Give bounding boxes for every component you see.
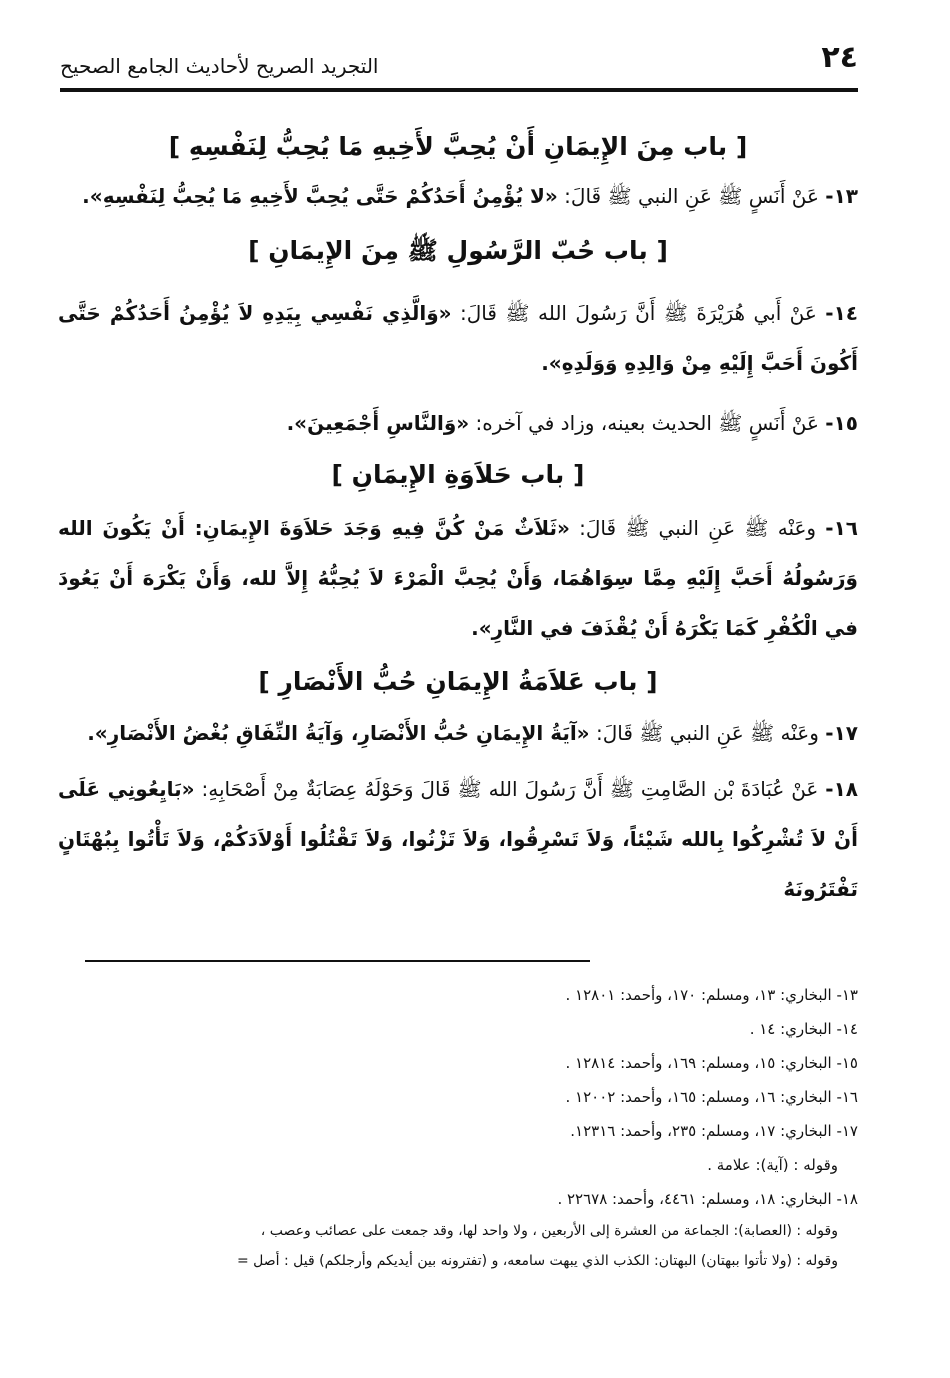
hadith-13 (58, 171, 858, 221)
hadith-text: «ثَلاَثٌ مَنْ كُنَّ فِيهِ وَجَدَ حَلاَوَةَ الإِيمَانِ: أَنْ يَكُونَ الله وَرَسُولُهُ أَحَبَّ إِلَيْهِ مِمَّا سِوَاهُمَا، وَأَنْ يُحِبَّ الْمَرْءَ لاَ يُحِبُّهُ إِلاَّ لله، وَأَنْ يَكْرَهَ أَنْ يَعُودَ في الْكُفْرِ كَمَا يَكْرَهُ أَنْ يُقْذَفَ في النَّارِ». (58, 516, 858, 640)
hadith-text: «وَالنَّاسِ أَجْمَعِينَ». (286, 411, 470, 435)
hadith-text: «آيَةُ الإِيمَانِ حُبُّ الأَنْصَارِ، وَآيَةُ النِّفَاقِ بُغْضُ الأَنْصَارِ». (87, 721, 590, 745)
footnote-divider (85, 960, 590, 962)
hadith-narrator: عَنْ عُبَادَةَ بْن الصَّامِتِ ﷺ أَنَّ رَسُولَ الله ﷺ قَالَ وَحَوْلَهُ عِصَابَةٌ مِنْ أَصْحَابِهِ: (194, 777, 826, 801)
hadith-narrator: عَنْ أَنَسٍ ﷺ عَنِ النبي ﷺ قَالَ: (557, 184, 826, 208)
hadith-number: ١٨- (825, 777, 859, 801)
footnote: ١٧- البخاري: ١٧، ومسلم: ٢٣٥، وأحمد: ١٢٣١٦. (570, 1122, 858, 1140)
hadith-narrator: وعَنْه ﷺ عَنِ النبي ﷺ قَالَ: (569, 516, 826, 540)
hadith-14 (58, 288, 858, 388)
main-text (58, 132, 858, 914)
footnote: ١٨- البخاري: ١٨، ومسلم: ٤٤٦١، وأحمد: ٢٢٦٧٨ . (557, 1190, 858, 1208)
hadith-text: «بَايِعُونِي عَلَى أَنْ لاَ تُشْرِكُوا بِالله شَيْئاً، وَلاَ تَسْرِقُوا، وَلاَ تَزْنُوا، وَلاَ تَقْتُلُوا أَوْلاَدَكُمْ، وَلاَ تَأْتُوا بِبُهْتَانٍ تَفْتَرُونَهُ (58, 777, 858, 901)
footnote-gloss: وقوله : (ولا تأتوا ببهتان) البهتان: الكذب الذي يبهت سامعه، و (تفترونه بين أيديكم وأرجلكم) قيل : أصل = (237, 1253, 838, 1269)
hadith-text: «وَالَّذِي نَفْسِي بِيَدِهِ لاَ يُؤْمِنُ أَحَدُكُمْ حَتَّى أَكُونَ أَحَبَّ إِلَيْهِ مِنْ وَالِدِهِ وَوَلَدِهِ». (58, 301, 858, 375)
hadith-number: ١٧- (825, 721, 858, 745)
footnote: ١٣- البخاري: ١٣، ومسلم: ١٧٠، وأحمد: ١٢٨٠١ . (565, 986, 858, 1004)
chapter-heading: [ باب حُبّ الرَّسُولِ ﷺ مِنَ الإِيمَانِ ] (248, 236, 668, 265)
hadith-16 (58, 503, 858, 653)
hadith-15 (58, 398, 858, 448)
hadith-narrator: وعَنْه ﷺ عَنِ النبي ﷺ قَالَ: (589, 721, 826, 745)
page-header (60, 40, 858, 92)
footnote: ١٤- البخاري: ١٤ . (749, 1020, 858, 1038)
hadith-number: ١٤- (825, 301, 859, 325)
page-number: ٢٤ (821, 40, 858, 75)
hadith-number: ١٥- (825, 411, 858, 435)
footnote: ١٥- البخاري: ١٥، ومسلم: ١٦٩، وأحمد: ١٢٨١٤ . (565, 1054, 858, 1072)
hadith-number: ١٣- (825, 184, 858, 208)
chapter-heading: [ باب مِنَ الإِيمَانِ أَنْ يُحِبَّ لأَخِيهِ مَا يُحِبُّ لِنَفْسِهِ ] (168, 132, 748, 161)
hadith-narrator: عَنْ أَبي هُرَيْرَةَ ﷺ أَنَّ رَسُولَ الله ﷺ قَالَ: (451, 301, 826, 325)
chapter-heading: [ باب عَلاَمَةُ الإِيمَانِ حُبُّ الأَنْصَارِ ] (258, 667, 658, 696)
hadith-17 (58, 708, 858, 758)
footnotes (58, 978, 858, 1276)
footnote-gloss: وقوله : (العصابة): الجماعة من العشرة إلى الأربعين ، ولا واحد لها، وقد جمعت على عصائب وعصب ، (260, 1223, 838, 1239)
hadith-18 (58, 764, 858, 914)
footnote: ١٦- البخاري: ١٦، ومسلم: ١٦٥، وأحمد: ١٢٠٠٢ . (565, 1088, 858, 1106)
footnote-gloss: وقوله : (آية): علامة . (707, 1156, 838, 1174)
running-title: التجريد الصريح لأحاديث الجامع الصحيح (60, 54, 379, 78)
header-rule (60, 88, 858, 92)
hadith-narrator: عَنْ أَنَسٍ ﷺ الحديث بعينه، وزاد في آخره: (469, 411, 826, 435)
hadith-number: ١٦- (825, 516, 858, 540)
chapter-heading: [ باب حَلاَوَةِ الإِيمَانِ ] (331, 460, 585, 489)
hadith-text: «لا يُؤْمِنُ أَحَدُكُمْ حَتَّى يُحِبَّ لأَخِيهِ مَا يُحِبُّ لِنَفْسِهِ». (82, 184, 558, 208)
